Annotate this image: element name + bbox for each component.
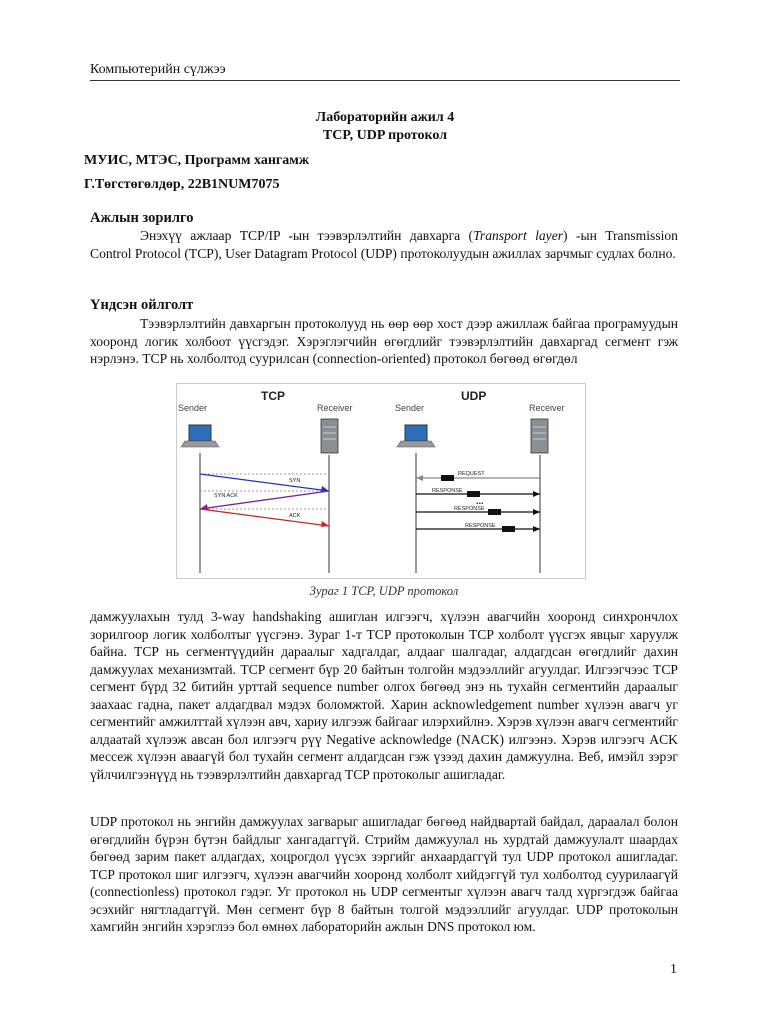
udp-receiver-server-icon bbox=[531, 419, 548, 453]
author-line: Г.Төгстөгөлдөр, 22B1NUM7075 bbox=[84, 177, 280, 192]
response-label-2: RESPONSE bbox=[454, 506, 485, 512]
syn-ack-label: SYN ACK bbox=[214, 493, 238, 499]
figure-caption: Зураг 1 TCP, UDP протокол bbox=[309, 584, 459, 598]
tcp-sender-label: Sender bbox=[178, 403, 208, 413]
organization-line: МУИС, МТЭС, Программ хангамж bbox=[84, 153, 309, 168]
section-heading-goal: Ажлын зорилго bbox=[90, 210, 194, 226]
tcp-paragraph: дамжуулахын тулд 3-way handshaking ашиглан илгээгч, хүлээн авагчийн хооронд синхрончлох зорилгоор логик холболтыг үүсгэнэ. Зураг 1-т TCP протоколын TCP холболт үүсгэх явцыг харуулж байна. TCP нь сегментүүдийн дараалыг хадгалдаг, алдааг шалгадаг, алдагдсан өгөгдлийг дахин дамжуулах механизмтай. TCP сегмент бүр 20 байтын толгойн мэдээллийг агуулдаг. Илгээгчээс TCP сегмент бүрд 32 битийн урттай sequence number олгох бөгөөд энэ нь тухайн сегментийн дараалыг заахаас гадна, пакет алдагдвал мэдэх боломжтой. Харин acknowledgement number хүлээн авагч уг сегментийг амжилттай хүлээн авч, хариу илгээж байгааг илэрхийлнэ. Хэрэв хүлээн авагч сегментийг алдаатай хүлээж авсан бол илгээгч рүү Negative acknowledge (NACK) илгээнэ. Хэрэв илгээгч ACK мессеж хүлээн аваагүй бол тухайн сегмент алдагдсан гэж үзээд дахин дамжуулна. Веб, имэйл зэрэг үйлчилгээнүүд нь тээвэрлэлтийн давхаргад TCP протоколыг ашигладаг. bbox=[90, 609, 678, 782]
ack-label: ACK bbox=[289, 513, 301, 519]
response-label-1: RESPONSE bbox=[432, 488, 463, 494]
udp-paragraph: UDP протокол нь энгийн дамжуулах загварыг ашигладаг бөгөөд найдвартай байдал, дараалал болон өгөгдлийн бүрэн бүтэн байдлыг хангадаггүй. Стрийм дамжуулал нь хурдтай дамжуулалт шаардах бөгөөд зарим пакет алдагдах, хоцрогдол үүсэх зэргийг анхаардаггүй тул UDP протокол ашигладаг. TCP протокол шиг илгээгч, хүлээн авагчийн хооронд холболт хийдэггүй тул холболтод суурилаагүй (connectionless) протокол гэдэг. Уг протокол нь UDP сегментыг хүлээн авагч талд хүргэгдэж байгаа эсэхийг нягтладаггүй. Мөн сегмент бүр 8 байтын толгой мэдээллийг агуулдаг. UDP протоколын хамгийн энгийн хэрэглээ бол өмнөх лабораторийн ажлын DNS протокол юм. bbox=[90, 814, 678, 934]
section-heading-concepts: Үндсэн ойлголт bbox=[90, 297, 194, 313]
goal-paragraph: Энэхүү ажлаар TCP/IP -ын тээвэрлэлтийн давхарга (Transport layer) -ын Transmission Control Protocol (TCP), User Datagram Protocol (UDP) протоколуудын ажиллах зарчмыг судлах болно. bbox=[90, 228, 678, 261]
running-header: Компьютерийн сүлжээ bbox=[90, 62, 680, 81]
concepts-paragraph: Тээвэрлэлтийн давхаргын протоколууд нь өөр өөр хост дээр ажиллаж байгаа програмуудын хооронд логик холбоот үүсгэдэг. Хэрэглэгчийн өгөгдлийг тээвэрлэлтийн давхаргад сегмент гэж нэрлэнэ. TCP нь холболтод суурилсан (connection-oriented) протокол бөгөөд өгөгдөл bbox=[90, 316, 678, 366]
udp-sender-label: Sender bbox=[395, 403, 425, 413]
tcp-title: TCP bbox=[261, 389, 285, 403]
tcp-udp-figure bbox=[176, 383, 586, 579]
page-number: 1 bbox=[670, 962, 677, 977]
lab-title: Лабораторийн ажил 4 bbox=[315, 110, 455, 125]
syn-label: SYN bbox=[289, 478, 301, 484]
tcp-receiver-label: Receiver bbox=[317, 403, 353, 413]
lab-subtitle: TCP, UDP протокол bbox=[322, 128, 448, 143]
udp-title: UDP bbox=[461, 389, 487, 403]
udp-receiver-label: Receiver bbox=[529, 403, 565, 413]
request-label: REQUEST bbox=[458, 471, 485, 477]
tcp-receiver-server-icon bbox=[321, 419, 338, 453]
response-label-3: RESPONSE bbox=[465, 523, 496, 529]
ellipsis-label: ... bbox=[476, 496, 484, 506]
